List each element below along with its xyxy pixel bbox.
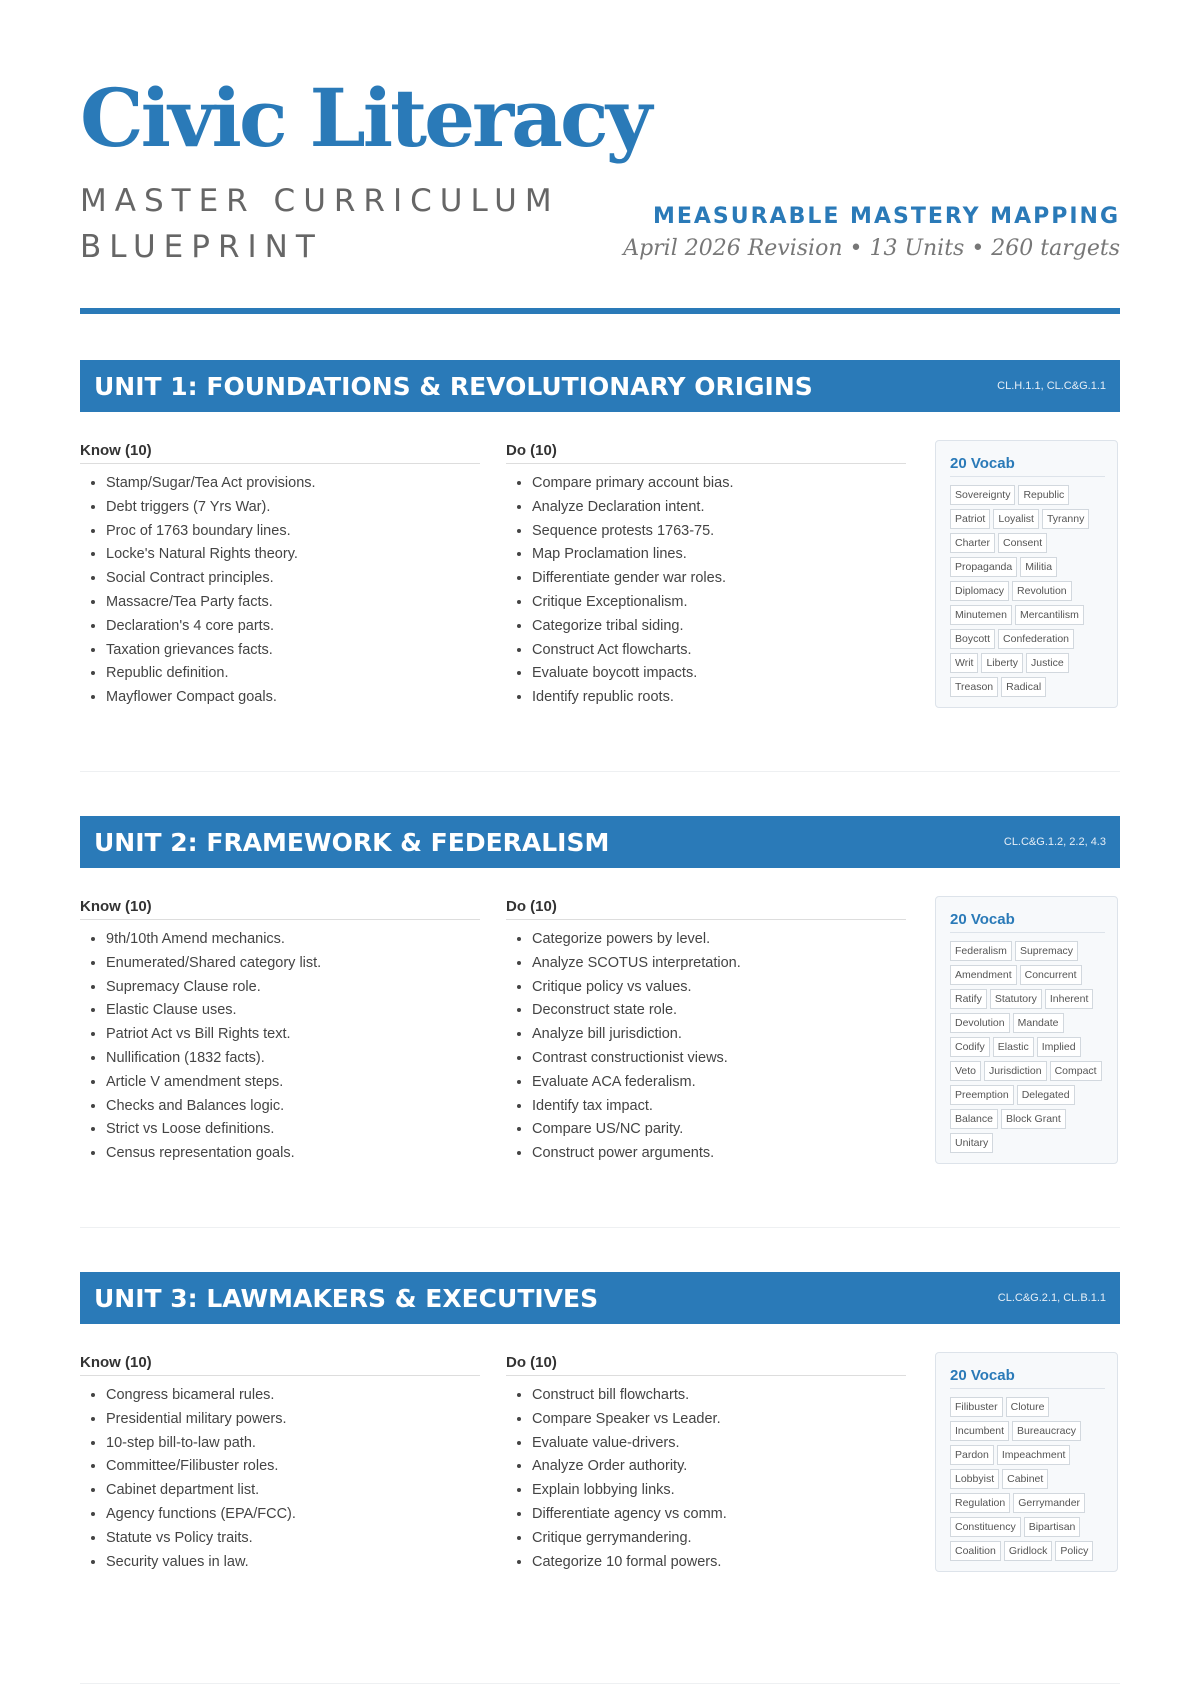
vocab-tag: Confederation xyxy=(998,629,1074,649)
vocab-tag: Constituency xyxy=(950,1517,1021,1537)
know-heading: Know (10) xyxy=(80,1354,480,1376)
list-item: • Map Proclamation lines. xyxy=(532,543,906,567)
vocab-tags xyxy=(950,485,1105,697)
vocab-tag: Cabinet xyxy=(1002,1469,1048,1489)
list-item: • Debt triggers (7 Yrs War). xyxy=(106,496,480,520)
vocab-tag: Jurisdiction xyxy=(984,1061,1047,1081)
unit-title: UNIT 2: FRAMEWORK & FEDERALISM xyxy=(94,827,610,857)
vocab-tag: Mandate xyxy=(1013,1013,1064,1033)
list-item: • Construct bill flowcharts. xyxy=(532,1384,906,1408)
list-item: • Massacre/Tea Party facts. xyxy=(106,591,480,615)
do-column xyxy=(506,442,906,710)
list-item: • Presidential military powers. xyxy=(106,1408,480,1432)
list-item: • Declaration's 4 core parts. xyxy=(106,615,480,639)
list-item: • Compare Speaker vs Leader. xyxy=(532,1408,906,1432)
list-item: • Compare US/NC parity. xyxy=(532,1118,906,1142)
vocab-tag: Implied xyxy=(1037,1037,1081,1057)
list-item: • Construct power arguments. xyxy=(532,1142,906,1166)
unit-standards-code: CL.H.1.1, CL.C&G.1.1 xyxy=(997,380,1106,392)
page-subtitle: MASTER CURRICULUM BLUEPRINT xyxy=(80,183,560,265)
list-item: • Republic definition. xyxy=(106,662,480,686)
vocab-tag: Codify xyxy=(950,1037,990,1057)
vocab-tag: Diplomacy xyxy=(950,581,1009,601)
revision-line: April 2026 Revision • 13 Units • 260 targets xyxy=(623,236,1120,261)
list-item: • Compare primary account bias. xyxy=(532,472,906,496)
list-item: • Enumerated/Shared category list. xyxy=(106,952,480,976)
list-item: • Evaluate value-drivers. xyxy=(532,1432,906,1456)
vocab-tag: Preemption xyxy=(950,1085,1014,1105)
list-item: • Cabinet department list. xyxy=(106,1479,480,1503)
page-title: Civic Literacy xyxy=(80,71,650,165)
list-item: • Analyze Declaration intent. xyxy=(532,496,906,520)
unit-section xyxy=(80,816,1120,1228)
list-item: • Differentiate gender war roles. xyxy=(532,567,906,591)
list-item: • Categorize tribal siding. xyxy=(532,615,906,639)
list-item: • Differentiate agency vs comm. xyxy=(532,1503,906,1527)
know-column xyxy=(80,1354,480,1574)
vocab-box xyxy=(935,896,1118,1164)
do-list xyxy=(506,1384,906,1574)
vocab-tag: Minutemen xyxy=(950,605,1012,625)
vocab-box xyxy=(935,440,1118,708)
vocab-tag: Consent xyxy=(998,533,1047,553)
unit-header-bar xyxy=(80,360,1120,412)
vocab-tag: Coalition xyxy=(950,1541,1001,1561)
vocab-tag: Amendment xyxy=(950,965,1017,985)
vocab-tags xyxy=(950,941,1105,1153)
list-item: • Identify republic roots. xyxy=(532,686,906,710)
vocab-tag: Delegated xyxy=(1017,1085,1075,1105)
vocab-tag: Justice xyxy=(1026,653,1069,673)
unit-section xyxy=(80,1272,1120,1684)
list-item: • Security values in law. xyxy=(106,1551,480,1575)
page xyxy=(80,0,1120,1570)
list-item: • Critique Exceptionalism. xyxy=(532,591,906,615)
know-heading: Know (10) xyxy=(80,898,480,920)
vocab-tag: Federalism xyxy=(950,941,1012,961)
list-item: • 9th/10th Amend mechanics. xyxy=(106,928,480,952)
vocab-tag: Radical xyxy=(1001,677,1046,697)
vocab-tag: Gridlock xyxy=(1004,1541,1053,1561)
vocab-heading: 20 Vocab xyxy=(950,1367,1105,1389)
list-item: • Agency functions (EPA/FCC). xyxy=(106,1503,480,1527)
vocab-tag: Patriot xyxy=(950,509,990,529)
vocab-tag: Propaganda xyxy=(950,557,1017,577)
unit-body xyxy=(80,412,1120,772)
vocab-tag: Block Grant xyxy=(1001,1109,1066,1129)
vocab-tag: Bureaucracy xyxy=(1012,1421,1081,1441)
unit-divider xyxy=(80,1227,1120,1228)
list-item: • Categorize powers by level. xyxy=(532,928,906,952)
list-item: • Critique policy vs values. xyxy=(532,976,906,1000)
vocab-tag: Loyalist xyxy=(993,509,1039,529)
vocab-tag: Liberty xyxy=(981,653,1023,673)
do-column xyxy=(506,898,906,1166)
vocab-tag: Charter xyxy=(950,533,995,553)
know-column xyxy=(80,442,480,710)
vocab-tag: Sovereignty xyxy=(950,485,1015,505)
unit-section xyxy=(80,360,1120,772)
vocab-tag: Ratify xyxy=(950,989,987,1009)
list-item: • Proc of 1763 boundary lines. xyxy=(106,520,480,544)
list-item: • Statute vs Policy traits. xyxy=(106,1527,480,1551)
unit-title: UNIT 3: LAWMAKERS & EXECUTIVES xyxy=(94,1283,599,1313)
vocab-tag: Filibuster xyxy=(950,1397,1003,1417)
vocab-tag: Policy xyxy=(1055,1541,1093,1561)
unit-standards-code: CL.C&G.1.2, 2.2, 4.3 xyxy=(1003,836,1106,848)
vocab-tag: Cloture xyxy=(1006,1397,1050,1417)
vocab-tag: Veto xyxy=(950,1061,981,1081)
list-item: • Identify tax impact. xyxy=(532,1095,906,1119)
vocab-tag: Balance xyxy=(950,1109,998,1129)
header-divider xyxy=(80,308,1120,314)
vocab-tag: Republic xyxy=(1018,485,1069,505)
vocab-tag: Impeachment xyxy=(997,1445,1071,1465)
list-item: • Locke's Natural Rights theory. xyxy=(106,543,480,567)
vocab-box xyxy=(935,1352,1118,1572)
unit-body xyxy=(80,1324,1120,1684)
vocab-tag: Tyranny xyxy=(1042,509,1089,529)
vocab-tag: Elastic xyxy=(993,1037,1034,1057)
list-item: • Evaluate boycott impacts. xyxy=(532,662,906,686)
do-heading: Do (10) xyxy=(506,1354,906,1376)
do-column xyxy=(506,1354,906,1574)
unit-body xyxy=(80,868,1120,1228)
list-item: • Checks and Balances logic. xyxy=(106,1095,480,1119)
list-item: • Strict vs Loose definitions. xyxy=(106,1118,480,1142)
list-item: • Elastic Clause uses. xyxy=(106,999,480,1023)
know-list xyxy=(80,472,480,710)
unit-header-bar xyxy=(80,1272,1120,1324)
unit-header-bar xyxy=(80,816,1120,868)
vocab-tag: Devolution xyxy=(950,1013,1010,1033)
vocab-tag: Bipartisan xyxy=(1024,1517,1081,1537)
know-list xyxy=(80,1384,480,1574)
list-item: • Evaluate ACA federalism. xyxy=(532,1071,906,1095)
list-item: • Taxation grievances facts. xyxy=(106,639,480,663)
know-column xyxy=(80,898,480,1166)
vocab-tag: Treason xyxy=(950,677,998,697)
list-item: • Explain lobbying links. xyxy=(532,1479,906,1503)
list-item: • Critique gerrymandering. xyxy=(532,1527,906,1551)
know-list xyxy=(80,928,480,1166)
list-item: • Stamp/Sugar/Tea Act provisions. xyxy=(106,472,480,496)
vocab-tag: Compact xyxy=(1050,1061,1102,1081)
unit-title: UNIT 1: FOUNDATIONS & REVOLUTIONARY ORIGINS xyxy=(94,371,813,401)
know-heading: Know (10) xyxy=(80,442,480,464)
vocab-tag: Pardon xyxy=(950,1445,994,1465)
do-heading: Do (10) xyxy=(506,442,906,464)
do-list xyxy=(506,472,906,710)
list-item: • Analyze Order authority. xyxy=(532,1455,906,1479)
vocab-tag: Writ xyxy=(950,653,978,673)
list-item: • 10-step bill-to-law path. xyxy=(106,1432,480,1456)
document-header xyxy=(80,0,1120,314)
list-item: • Analyze bill jurisdiction. xyxy=(532,1023,906,1047)
do-list xyxy=(506,928,906,1166)
unit-standards-code: CL.C&G.2.1, CL.B.1.1 xyxy=(997,1292,1106,1304)
vocab-tag: Militia xyxy=(1020,557,1057,577)
list-item: • Article V amendment steps. xyxy=(106,1071,480,1095)
list-item: • Congress bicameral rules. xyxy=(106,1384,480,1408)
vocab-tag: Statutory xyxy=(990,989,1042,1009)
list-item: • Mayflower Compact goals. xyxy=(106,686,480,710)
list-item: • Deconstruct state role. xyxy=(532,999,906,1023)
unit-divider xyxy=(80,771,1120,772)
vocab-tag: Regulation xyxy=(950,1493,1010,1513)
list-item: • Patriot Act vs Bill Rights text. xyxy=(106,1023,480,1047)
vocab-tag: Concurrent xyxy=(1020,965,1082,985)
list-item: • Contrast constructionist views. xyxy=(532,1047,906,1071)
list-item: • Sequence protests 1763-75. xyxy=(532,520,906,544)
vocab-heading: 20 Vocab xyxy=(950,911,1105,933)
vocab-tag: Revolution xyxy=(1012,581,1072,601)
vocab-tag: Gerrymander xyxy=(1013,1493,1085,1513)
vocab-tag: Mercantilism xyxy=(1015,605,1084,625)
vocab-heading: 20 Vocab xyxy=(950,455,1105,477)
list-item: • Analyze SCOTUS interpretation. xyxy=(532,952,906,976)
list-item: • Supremacy Clause role. xyxy=(106,976,480,1000)
list-item: • Social Contract principles. xyxy=(106,567,480,591)
vocab-tag: Lobbyist xyxy=(950,1469,999,1489)
vocab-tag: Unitary xyxy=(950,1133,993,1153)
vocab-tags xyxy=(950,1397,1105,1561)
list-item: • Categorize 10 formal powers. xyxy=(532,1551,906,1575)
list-item: • Construct Act flowcharts. xyxy=(532,639,906,663)
list-item: • Committee/Filibuster roles. xyxy=(106,1455,480,1479)
vocab-tag: Inherent xyxy=(1045,989,1094,1009)
mastery-heading: MEASURABLE MASTERY MAPPING xyxy=(652,204,1120,229)
do-heading: Do (10) xyxy=(506,898,906,920)
vocab-tag: Incumbent xyxy=(950,1421,1009,1441)
list-item: • Nullification (1832 facts). xyxy=(106,1047,480,1071)
vocab-tag: Boycott xyxy=(950,629,995,649)
vocab-tag: Supremacy xyxy=(1015,941,1078,961)
list-item: • Census representation goals. xyxy=(106,1142,480,1166)
